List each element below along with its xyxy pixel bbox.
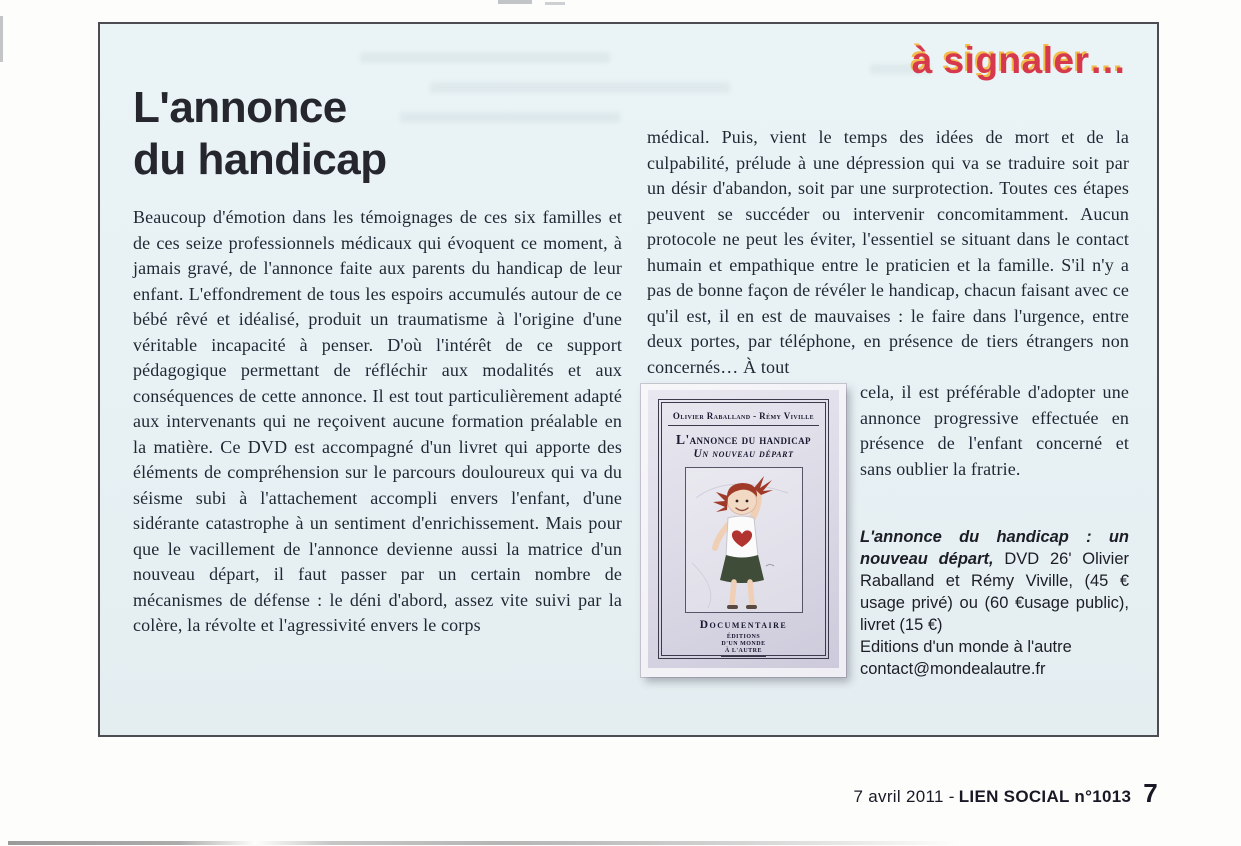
scan-artifact-bottom-edge xyxy=(8,841,958,845)
dvd-publisher-line1: ÉDITIONS xyxy=(726,634,761,640)
article-column-right xyxy=(647,125,1129,681)
article-column-left xyxy=(133,205,622,639)
dvd-subtitle: Un nouveau départ xyxy=(693,448,794,460)
scan-artifact-left-edge xyxy=(0,16,3,62)
footer-journal-name: LIEN SOCIAL n°1013 xyxy=(958,787,1132,806)
dvd-caption-publisher: Editions d'un monde à l'autre xyxy=(860,638,1072,656)
dvd-publisher-logo xyxy=(721,634,765,657)
article-text-right-wrap: cela, il est préférable d'adopter une annonce progressive effectuée en présence de l'enfant concerné et sans oublier la fratrie. xyxy=(860,382,1129,479)
dvd-caption xyxy=(860,526,1129,680)
section-header: à signaler… xyxy=(911,40,1127,81)
dvd-caption-reference xyxy=(860,526,1129,636)
footer-date: 7 avril 2011 - xyxy=(853,787,955,806)
dvd-caption-email: contact@mondealautre.fr xyxy=(860,660,1046,678)
page-footer xyxy=(854,778,1158,809)
article-panel xyxy=(98,22,1159,737)
dvd-title: L'annonce du handicap xyxy=(676,432,811,447)
dvd-cover-frame-inner xyxy=(661,402,826,656)
article-title xyxy=(133,82,387,186)
dvd-cover xyxy=(648,390,839,668)
dvd-genre: Documentaire xyxy=(699,619,788,631)
dvd-publisher-line2: D'UN MONDE xyxy=(721,641,766,647)
girl-drawing-icon xyxy=(688,468,800,612)
dvd-caption-details: DVD 26' Olivier Raballand et Rémy Viville, (45 € usage privé) ou (60 €usage public), livret (15 €) xyxy=(860,550,1129,634)
article-text-right-top: médical. Puis, vient le temps des idées de mort et de la culpabilité, prélude à une dépression qui va se traduire soit par un désir d'abandon, soit par une surprotection. Toutes ces étapes peuvent se succéder ou intervenir concomitamment. Aucun protocole ne peut les éviter, l'essentiel se situant dans le contact humain et empathique entre le praticien et la famille. S'il n'y a pas de bonne façon de révéler le handicap, chacun faisant avec ce qu'il est, il en est de mauvaises : le faire dans l'urgence, entre deux portes, par téléphone, en présence de tiers étrangers non concernés… À tout xyxy=(647,127,1129,377)
article-title-line2: du handicap xyxy=(133,135,387,184)
article-title-line1: L'annonce xyxy=(133,83,347,132)
dvd-caption-title: L'annonce du handicap : un nouveau départ, xyxy=(860,528,1129,568)
footer-page-number: 7 xyxy=(1143,778,1158,808)
girl-illustration xyxy=(685,467,803,613)
scan-ghosting xyxy=(430,82,730,93)
dvd-publisher-line3: À L'AUTRE xyxy=(724,648,762,654)
article-text-left: Beaucoup d'émotion dans les témoignages de ces six familles et de ces seize professionnels médicaux qui évoquent ce moment, à jamais gravé, de l'annonce faite aux parents du handicap de leur enfant. L'effondrement de tous les espoirs accumulés autour de ce bébé rêvé et idéalisé, produit un traumatisme à l'origine d'une véritable incapacité à penser. D'où l'intérêt de ce support pédagogique permettant de réfléchir aux modalités et aux conséquences de cette annonce. Il est tout particulièrement adapté aux intervenants qui ne reçoivent aucune formation préalable en la matière. Ce DVD est accompagné d'un livret qui apporte des éléments de compréhension sur le parcours douloureux qui va du séisme subi à l'attachement accompli envers l'enfant, d'une sidérante catastrophe à un sentiment d'enrichissement. Mais pour que le vacillement de l'annonce devienne aussi la matrice d'un nouveau départ, il faut passer par un certain nombre de mécanismes de défense : le déni d'abord, assez vite suivi par la colère, la révolte et l'agressivité envers le corps xyxy=(133,207,622,635)
scan-ghosting xyxy=(400,112,620,123)
scan-artifact-top xyxy=(498,0,532,4)
dvd-cover-photo xyxy=(641,384,846,677)
scan-ghosting xyxy=(360,52,610,63)
scan-artifact-top xyxy=(545,2,565,5)
dvd-authors: Olivier Raballand - Rémy Viville xyxy=(668,411,819,426)
dvd-cover-frame xyxy=(658,399,829,659)
